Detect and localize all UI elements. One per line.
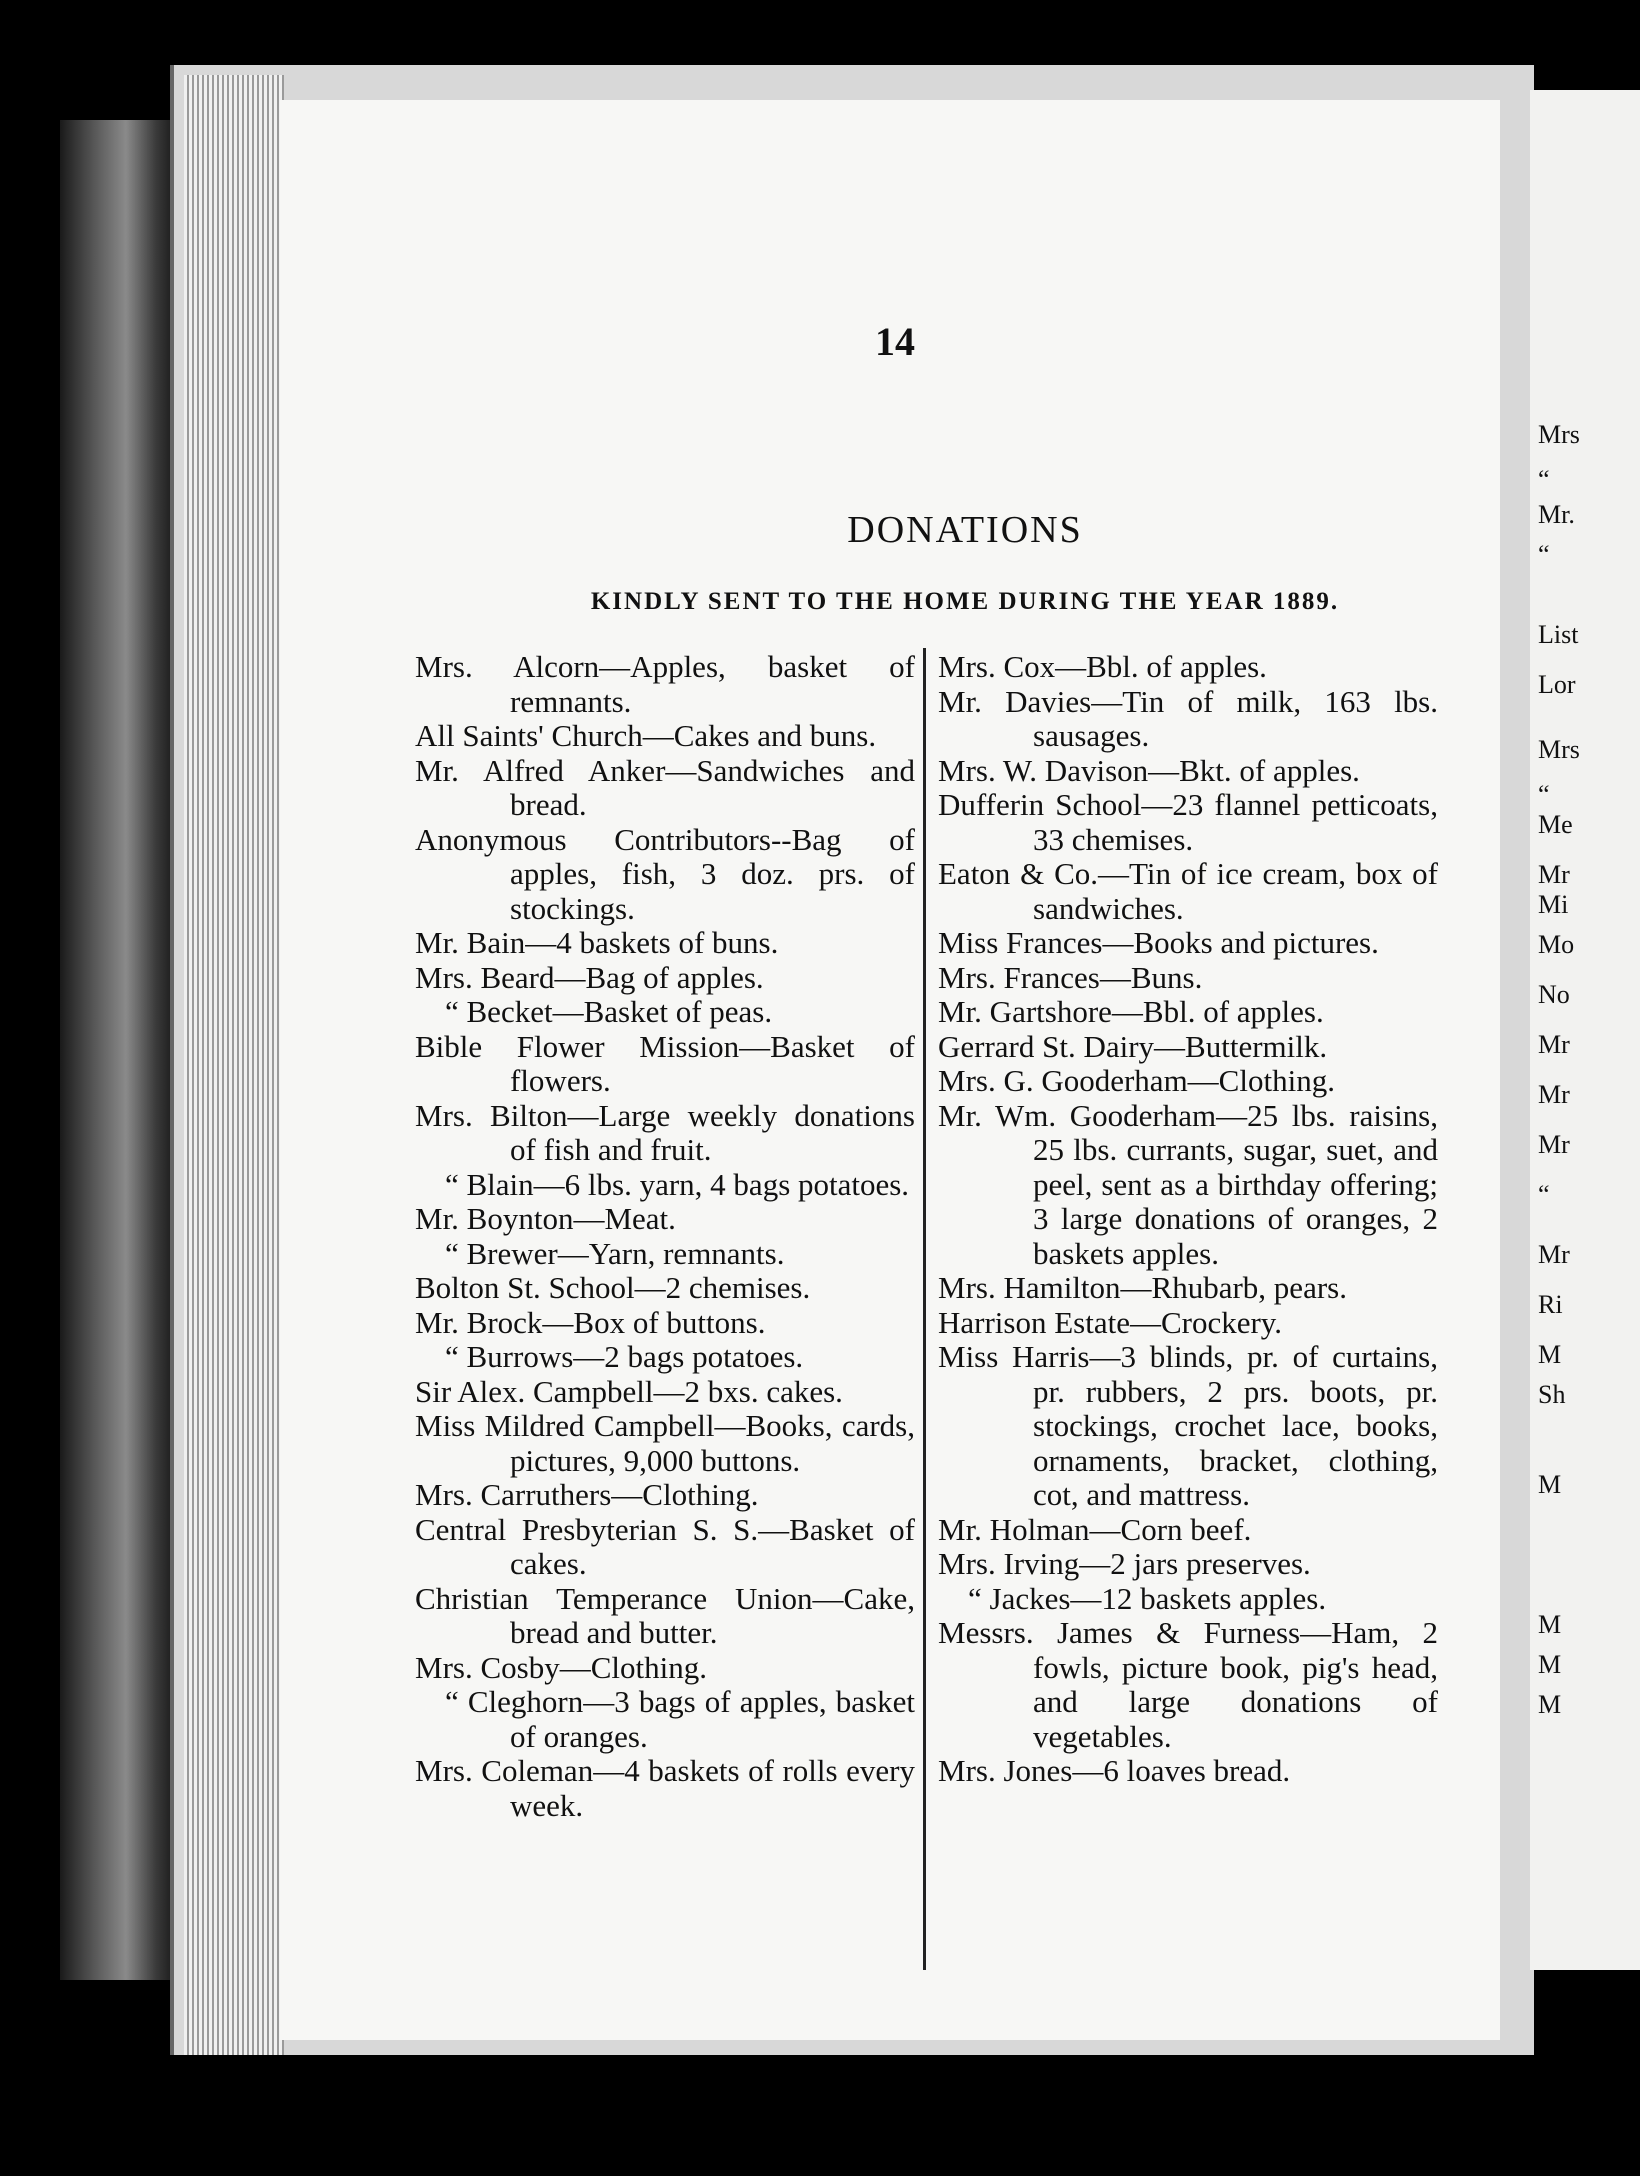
- donation-entry: Bolton St. School—2 chemises.: [415, 1270, 811, 1305]
- facing-page-fragment: Me: [1538, 810, 1573, 839]
- donation-entry: Mr. Wm. Gooderham—25 lbs. raisins, 25 lbs. currants, sugar, suet, and peel, sent as a birthday offering; 3 large donations of oranges, 2 baskets apples.: [938, 1097, 1438, 1271]
- donation-entry: Mrs. Bilton—Large weekly donations of fish and fruit.: [415, 1097, 915, 1167]
- facing-page-fragment: Mr: [1538, 1030, 1570, 1059]
- donation-entry: Miss Harris—3 blinds, pr. of curtains, pr. rubbers, 2 prs. boots, pr. stockings, crochet lace, books, ornaments, bracket, clothing, cot, and mattress.: [938, 1339, 1438, 1512]
- donation-entry: Mrs. Alcorn—Apples, basket of remnants.: [415, 649, 915, 719]
- donation-entry: Mrs. Cox—Bbl. of apples.: [938, 649, 1267, 684]
- donation-entry: Mr. Bain—4 baskets of buns.: [415, 925, 779, 960]
- donation-entry: Anonymous Contributors--Bag of apples, fish, 3 doz. prs. of stockings.: [415, 821, 915, 926]
- facing-page-fragment: M: [1538, 1690, 1562, 1719]
- facing-page-fragment: Ri: [1538, 1290, 1563, 1319]
- donation-entry: Christian Temperance Union—Cake, bread and butter.: [415, 1580, 915, 1650]
- right-column: [938, 650, 1438, 1789]
- facing-page-fragment: Sh: [1538, 1380, 1566, 1409]
- donation-entry: “ Cleghorn—3 bags of apples, basket of oranges.: [445, 1684, 915, 1754]
- donation-entry: “ Becket—Basket of peas.: [445, 994, 773, 1029]
- column-divider: [923, 648, 926, 1970]
- facing-page-fragment: “: [1538, 1180, 1550, 1209]
- donation-entry: Miss Frances—Books and pictures.: [938, 925, 1379, 960]
- donation-entry: All Saints' Church—Cakes and buns.: [415, 718, 877, 753]
- donation-entry: “ Blain—6 lbs. yarn, 4 bags potatoes.: [445, 1166, 910, 1202]
- donation-entry: Central Presbyterian S. S.—Basket of cakes.: [415, 1511, 915, 1581]
- donation-entry: Bible Flower Mission—Basket of flowers.: [415, 1028, 915, 1098]
- facing-page-fragment: Mr: [1538, 1130, 1570, 1159]
- donation-entry: Miss Mildred Campbell—Books, cards, pictures, 9,000 buttons.: [415, 1408, 915, 1478]
- donation-entry: “ Brewer—Yarn, remnants.: [445, 1235, 785, 1271]
- donation-entry: Mrs. Coleman—4 baskets of rolls every week.: [415, 1753, 915, 1823]
- donation-entry: Sir Alex. Campbell—2 bxs. cakes.: [415, 1373, 843, 1409]
- donation-entry: Messrs. James & Furness—Ham, 2 fowls, picture book, pig's head, and large donations of vegetables.: [938, 1615, 1438, 1754]
- facing-page-fragment: Mr: [1538, 1080, 1570, 1109]
- book-edge-left: [60, 120, 180, 1980]
- facing-page-fragment: M: [1538, 1340, 1562, 1369]
- donation-entry: “ Burrows—2 bags potatoes.: [445, 1339, 804, 1374]
- donation-entry: Mrs. W. Davison—Bkt. of apples.: [938, 752, 1360, 788]
- facing-page-fragment: M: [1538, 1610, 1562, 1639]
- facing-page-fragment: Lor: [1538, 670, 1576, 699]
- donation-entry: Mr. Brock—Box of buttons.: [415, 1304, 766, 1340]
- facing-page-fragment: “: [1538, 465, 1550, 494]
- facing-page-fragment: Mr.: [1538, 500, 1575, 529]
- donation-entry: Mr. Gartshore—Bbl. of apples.: [938, 994, 1324, 1029]
- donation-entry: Mrs. G. Gooderham—Clothing.: [938, 1063, 1335, 1098]
- left-column: [415, 650, 915, 1823]
- donation-entry: Mrs. Jones—6 loaves bread.: [938, 1753, 1291, 1788]
- donation-entry: Mr. Alfred Anker—Sandwiches and bread.: [415, 752, 915, 822]
- facing-page-fragment: Mo: [1538, 930, 1575, 959]
- facing-page-fragment: “: [1538, 780, 1550, 809]
- facing-page-fragment: M: [1538, 1650, 1562, 1679]
- facing-page-fragment: Mi: [1538, 890, 1569, 919]
- facing-page-fragment: List: [1538, 620, 1579, 649]
- facing-page-fragment: Mr: [1538, 860, 1570, 889]
- facing-page-fragment: “: [1538, 540, 1550, 569]
- facing-page-fragment: Mr: [1538, 1240, 1570, 1269]
- donation-entry: Eaton & Co.—Tin of ice cream, box of sandwiches.: [938, 856, 1438, 926]
- facing-page-fragment: M: [1538, 1470, 1562, 1499]
- donation-entry: “ Jackes—12 baskets apples.: [968, 1580, 1327, 1616]
- page-subtitle: KINDLY SENT TO THE HOME DURING THE YEAR 1889.: [590, 588, 1340, 615]
- facing-page-fragment: No: [1538, 980, 1570, 1009]
- page-title: DONATIONS: [847, 509, 1083, 551]
- facing-page-strip: [1530, 90, 1640, 1970]
- donation-entry: Mrs. Frances—Buns.: [938, 959, 1203, 995]
- donation-entry: Dufferin School—23 flannel petticoats, 33 chemises.: [938, 787, 1438, 857]
- donation-entry: Mr. Boynton—Meat.: [415, 1201, 676, 1236]
- donation-entry: Mrs. Carruthers—Clothing.: [415, 1477, 759, 1512]
- donation-entry: Mrs. Irving—2 jars preserves.: [938, 1546, 1311, 1581]
- donation-entry: Mr. Davies—Tin of milk, 163 lbs. sausages.: [938, 683, 1438, 753]
- donation-entry: Mrs. Hamilton—Rhubarb, pears.: [938, 1270, 1347, 1305]
- donation-entry: Mr. Holman—Corn beef.: [938, 1511, 1252, 1547]
- facing-page-fragment: Mrs: [1538, 735, 1580, 764]
- page-number: 14: [875, 319, 915, 364]
- donation-entry: Harrison Estate—Crockery.: [938, 1304, 1283, 1340]
- donation-entry: Mrs. Cosby—Clothing.: [415, 1649, 707, 1685]
- donation-entry: Mrs. Beard—Bag of apples.: [415, 959, 764, 995]
- facing-page-fragment: Mrs: [1538, 420, 1580, 449]
- donation-entry: Gerrard St. Dairy—Buttermilk.: [938, 1028, 1328, 1064]
